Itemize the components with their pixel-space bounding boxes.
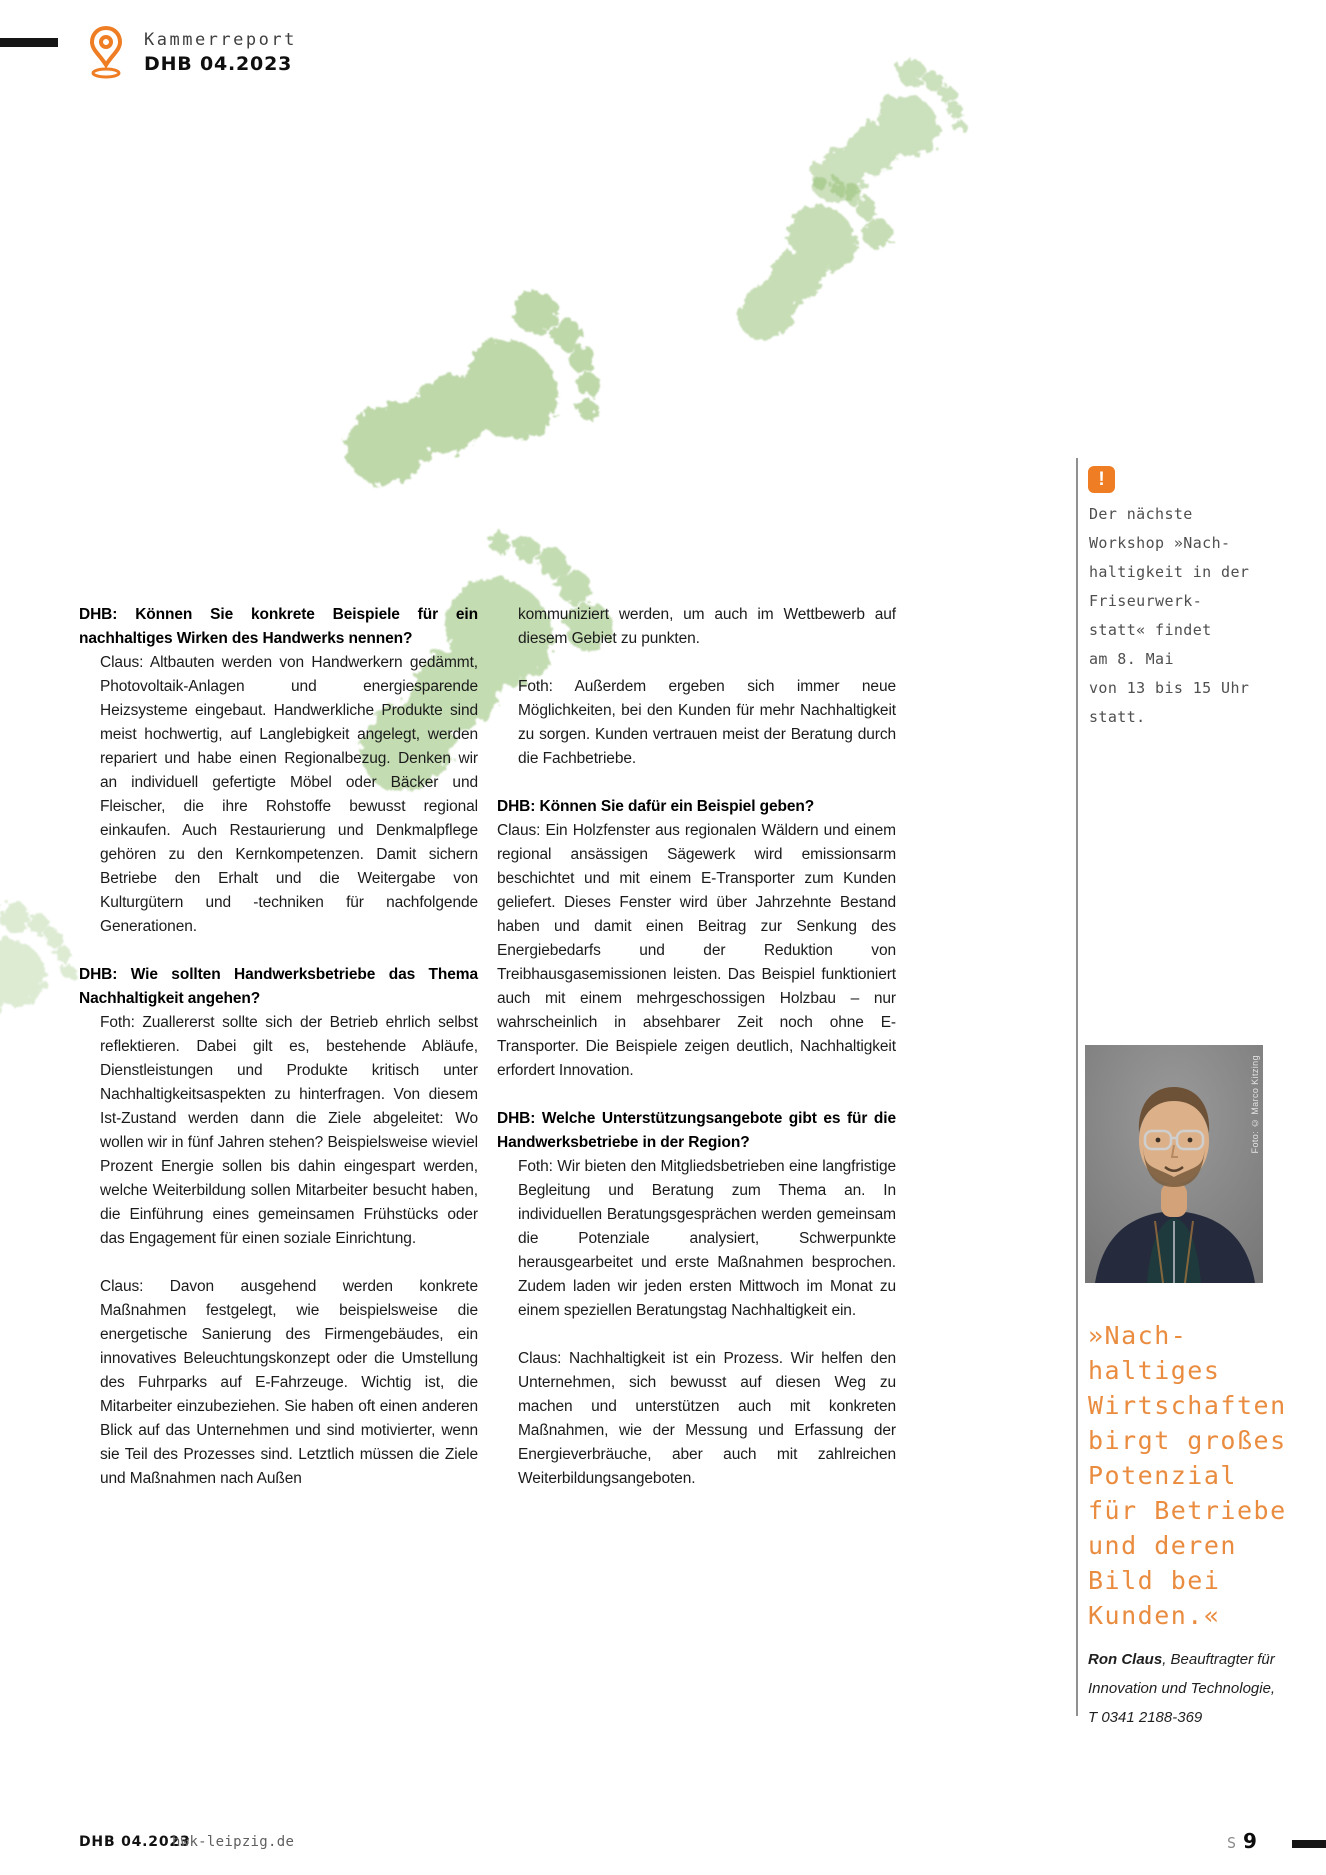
interview-question: DHB: Können Sie konkrete Beispiele für ein nachhaltiges Wirken des Handwerks nennen? [79,606,478,647]
interview-answer: Claus: Davon ausgehend werden konkrete Maßnahmen festgelegt, wie beispielsweise die energetische Sanierung des Firmengebäudes, ein innovatives Beleuchtungskonzept oder die Umstellung des Fuhrparks auf E-Fahrzeuge. Wichtig ist, die Mitarbeiter einzubeziehen. Sie haben oft einen anderen Blick auf das Unternehmen und sind motivierter, wenn sie Teil des Prozesses sind. Letztlich müssen die Ziele und Maßnahmen nach Außen [100,1278,478,1487]
pull-quote-line: Kunden.« [1088,1601,1221,1630]
alert-icon: ! [1088,466,1115,493]
interview-answer: Foth: Außerdem ergeben sich immer neue Möglichkeiten, bei den Kunden für mehr Nachhaltigkeit zu sorgen. Kunden vertrauen meist der Beratung durch die Fachbetriebe. [518,678,896,767]
pull-quote-line: für Betriebe [1088,1496,1287,1525]
workshop-note-line: haltigkeit in der [1089,563,1250,581]
masthead [86,24,297,80]
header-kicker: Kammerreport [144,30,297,50]
footer-page-prefix: S [1227,1834,1237,1852]
workshop-note-line: Workshop »Nach- [1089,534,1231,552]
author-name: Ron Claus [1088,1651,1163,1668]
workshop-note-line: Friseurwerk- [1089,592,1203,610]
location-pin-icon [86,24,126,80]
workshop-note-line: Der nächste [1089,505,1193,523]
workshop-note [1089,500,1321,732]
interview-answer: Claus: Ein Holzfenster aus regionalen Wäldern und einem regional ansässigen Sägewerk wird emissionsarm beschichtet und mit einem E-Transporter zum Kunden geliefert. Dieses Fenster wird über Jahrzehnte Bestand haben und damit einen Beitrag zur Senkung des Energiebedarfs und der Reduktion von Treibhausgasemissionen leisten. Das Beispiel funktioniert auch mit einem mehrgeschossigen Holzbau – nur wahrscheinlich in absehbarer Zeit noch ohne E-Transporter. Die Beispiele zeigen deutlich, Nachhaltigkeit erfordert Innovation. [497,822,896,1079]
interview-answer: Claus: Nachhaltigkeit ist ein Prozess. Wir helfen den Unternehmen, sich bewusst auf diesen Weg zu machen und unterstützen auch mit konkreten Maßnahmen, wie der Messung und Erfassung der Energieverbräuche, aber auch mit zahlreichen Weiterbildungsangeboten. [518,1350,896,1487]
workshop-note-line: von 13 bis 15 Uhr [1089,679,1250,697]
footer-issue: DHB 04.2023 [79,1834,191,1850]
workshop-note-line: statt« findet [1089,621,1212,639]
pull-quote-line: und deren [1088,1531,1237,1560]
top-left-bar [0,38,58,47]
header-issue: DHB 04.2023 [144,53,293,75]
pull-quote-line: Bild bei [1088,1566,1221,1595]
footer-website: hwk-leipzig.de [172,1834,295,1850]
interview-answer: kommuniziert werden, um auch im Wettbewerb auf diesem Gebiet zu punkten. [518,606,896,647]
author-credit [1088,1645,1320,1732]
author-name-role [1088,1645,1320,1703]
pull-quote [1088,1318,1325,1633]
interview-question: DHB: Können Sie dafür ein Beispiel geben? [497,798,815,815]
portrait-photo [1085,1045,1263,1283]
article-column-1 [79,603,478,1491]
interview-question: DHB: Wie sollten Handwerksbetriebe das Thema Nachhaltigkeit angehen? [79,966,478,1007]
pull-quote-line: Wirtschaften [1088,1391,1287,1420]
pull-quote-line: birgt großes [1088,1426,1287,1455]
pull-quote-line: »Nach- [1088,1321,1188,1350]
photo-credit: Foto: © Marco Kitzing [1250,1055,1260,1154]
interview-answer: Claus: Altbauten werden von Handwerkern gedämmt, Photovoltaik-Anlagen und energiesparende Heizsysteme eingebaut. Handwerkliche Produkte sind meist hochwertig, auf Langlebigkeit angelegt, werden repariert und habe einen Regionalbezug. Denken wir an individuell gefertigte Möbel oder Bäcker und Fleischer, die ihre Rohstoffe bewusst regional einkaufen. Auch Restaurierung und Denkmalpflege gehören zu den Kernkompetenzen. Damit sichern Betriebe den Erhalt und die Weitergabe von Kulturgütern und -techniken für nachfolgende Generationen. [100,654,478,935]
author-phone: T 0341 2188-369 [1088,1709,1203,1726]
interview-question: DHB: Welche Unterstützungsangebote gibt es für die Handwerksbetriebe in der Region? [497,1110,896,1151]
pull-quote-line: Potenzial [1088,1461,1237,1490]
workshop-note-line: statt. [1089,708,1146,726]
masthead-text [144,24,297,80]
article-column-2 [497,603,896,1491]
interview-answer: Foth: Wir bieten den Mitgliedsbetrieben eine langfristige Begleitung und Beratung zum Thema an. In individuellen Beratungsgesprächen werden gemeinsam die Potenziale analysiert, Schwerpunkte herausgearbeitet und erste Maßnahmen besprochen. Zudem laden wir jeden ersten Mittwoch im Monat zu einem speziellen Beratungstag Nachhaltigkeit ein. [518,1158,896,1319]
footer-page-number: 9 [1243,1829,1257,1853]
portrait-illustration [1085,1045,1263,1283]
interview-answer: Foth: Zuallererst sollte sich der Betrieb ehrlich selbst reflektieren. Dabei gilt es, bestehende Abläufe, Dienstleistungen und Produkte kritisch unter Nachhaltigkeitsaspekten zu hinterfragen. Von diesem Ist-Zustand werden dann die Ziele abgeleitet: Wo wollen wir in fünf Jahren stehen? Beispielsweise wieviel Prozent Energie sollen bis dahin eingespart werden, welche Weiterbildung sollen Mitarbeiter besucht haben, die Einführung eines gemeinsamen Frühstücks oder das Engagement für einen soziale Einrichtung. [100,1014,478,1247]
bottom-right-bar [1292,1840,1326,1848]
right-rail-divider [1076,458,1078,1716]
pull-quote-line: haltiges [1088,1356,1221,1385]
author-role: , Beauftragter für Innovation und Technologie, [1088,1651,1276,1697]
workshop-note-line: am 8. Mai [1089,650,1174,668]
